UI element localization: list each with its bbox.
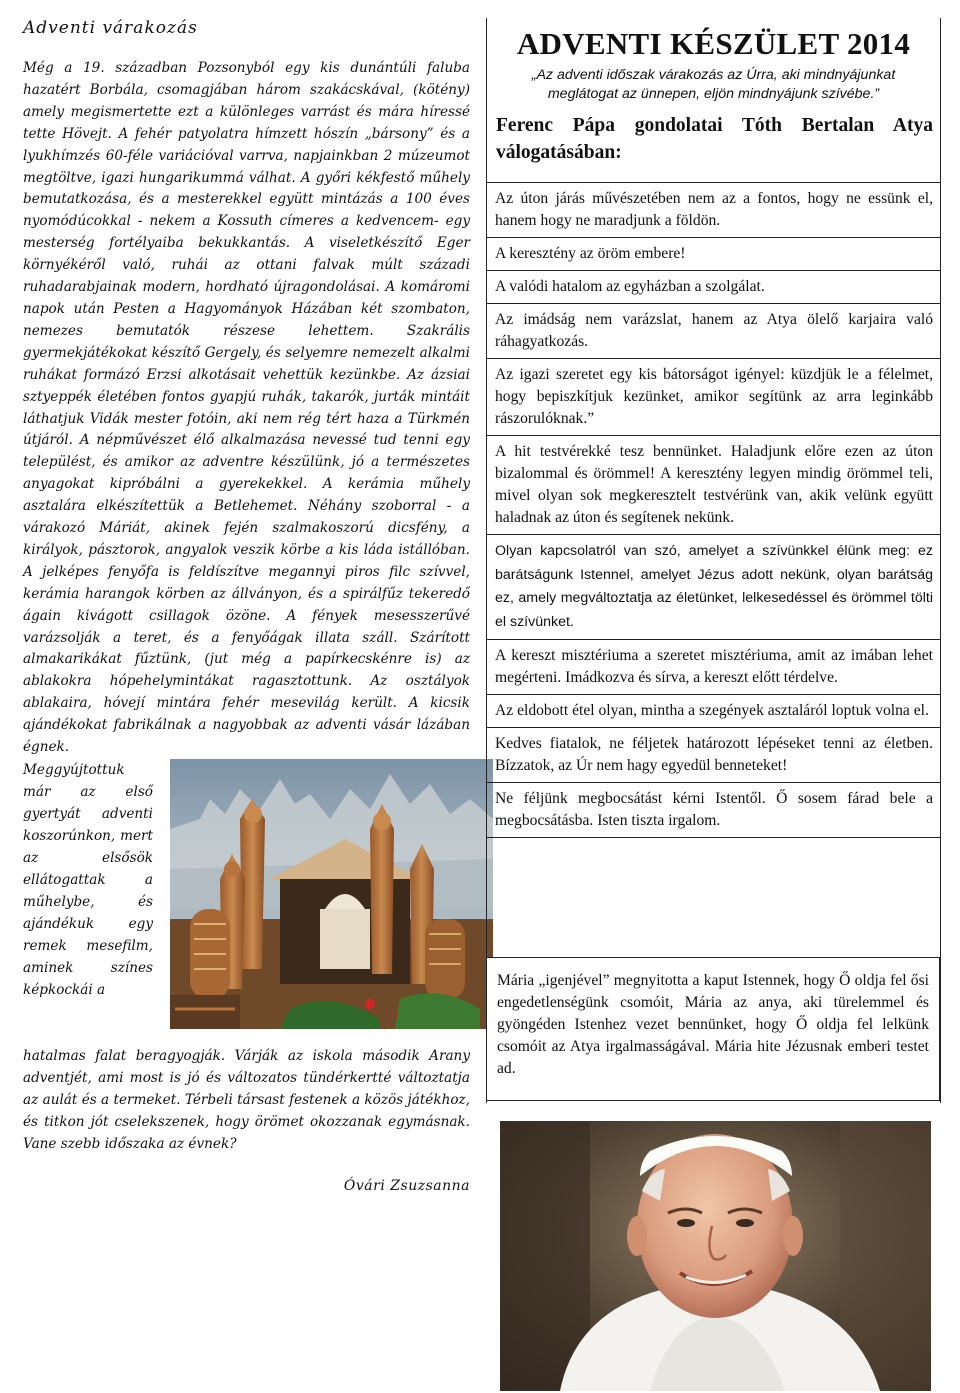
quote-item: Az úton járás művészetében nem az a fontos, hogy ne essünk el, hanem hogy ne maradjunk a földön.: [486, 182, 941, 237]
final-quote-box: [486, 957, 940, 1101]
nativity-photo: [170, 759, 493, 1029]
quote-item: A kereszt misztériuma a szeretet misztériuma, amit az imában lehet megérteni. Imádkozva és sírva, a kereszt előtt térdelve.: [486, 639, 941, 694]
quote-item: Az igazi szeretet egy kis bátorságot igényel: küzdjük le a félelmet, hogy bepiszkítjuk kezünket, amikor segítünk az arra leginkább rászorulóknak.”: [486, 358, 941, 435]
quote-item: A hit testvérekké tesz bennünket. Haladjunk előre ezen az úton bizalommal és örömmel! A keresztény legyen mindig örömmel teli, mivel olyan sok megkeresztelt testvérünk van, akik velünk együtt haladnak az úton és segítenek nekünk.: [486, 435, 941, 534]
left-column: [20, 18, 470, 1383]
quote-item: Ne féljünk megbocsátást kérni Istentől. Ő sosem fárad bele a megbocsátásba. Isten tiszta irgalom.: [486, 782, 941, 838]
article-title: Adventi várakozás: [23, 18, 198, 38]
final-quote: Mária „igenjével” megnyitotta a kaput Istennek, hogy Ő oldja fel ősi engedetlenségünk csomóit, Mária az anya, aki türelemmel és gyöngéden Istenhez vezet bennünket, hogy Ő oldja fel lelkünk csomóit az Atya irgalmasságával. Mária hite Jézusnak emberi testet ad.: [497, 972, 929, 1077]
byline: Ferenc Pápa gondolatai Tóth Bertalan Atya válogatásában:: [496, 115, 933, 163]
article-continuation: hatalmas falat beragyogják. Várják az iskola második Arany adventjét, ami most is jó és változatos tündérkertté változtatja az aulát és a termeket. Térbeli társast festenek a közös játékhoz, és titkon jót cselekszenek, hogy örömet okozzanak egymásnak. Vane szebb időszaka az évnek?: [23, 1048, 470, 1152]
quote-item: A keresztény az öröm embere!: [486, 237, 941, 270]
quote-item: Kedves fiatalok, ne féljetek határozott lépéseket tenni az életben. Bízzatok, az Úr nem hagy egyedül benneteket!: [486, 727, 941, 782]
subtitle-quote: „Az adventi időszak várakozás az Úrra, aki mindnyájunkat meglátogat az ünnepen, eljön mindnyájunk szívébe.”: [531, 67, 896, 102]
main-title: ADVENTI KÉSZÜLET 2014: [516, 26, 911, 61]
pope-francis-photo: [500, 1121, 931, 1391]
article-body: Még a 19. században Pozsonyból egy kis dunántúli faluba hazatért Borbála, csomagjában három szakácskával, (kötény) amely megismertette ezt a különleges varrást és mára híressé tette Hövejt. A fehér patyolatra hímzett hószín „bársony” és a lyukhímzés 60-féle variációval varrva, napjainkban 2 múzeumot megtöltve, igazi hungarikummá válhat. A győri kékfestő műhely bemutatkozása, és a mesterekkel együtt mintázás a 100 éves nyomódúcokkal - nekem a Kossuth címeres a kedvencem- egy mesterség fortélyaiba bekukkantás. A viseletkészítő Eger környékéről való, ruhái az ottani falvak múlt századi ruhadarabjainak modern, hordható újragondolásai. A komáromi napok után Pesten a Hagyományok Házában két szombaton, nemezes bemutatók részese lehettem. Szakrális gyermekjátékokat készítő Gergely, és selyemre nemezelt alkalmi ruhákat formázó Erzsi alkotásait vehettük kezünkbe. Az ázsiai sztyeppék életében fontos gyapjú ruhák, takarók, jurták mintáit láthatjuk Vidák mester fotóin, aki nem rég tért haza a Türkmén útjáról. A népművészet élő alkalmazása nevessé tud tenni egy települést, és amikor az adventre készülünk, jó a természetes anyagokat kipróbálni a gyerekekkel. A kerámia műhely asztalára elkészítettük a Betlehemet. Néhány szoborral - a várakozó Máriát, akinek fején szalmakoszorú dicsfény, a királyok, pásztorok, angyalok veszik körbe a kis láda istállóban. A jelképes fenyőfa is feldíszítve megannyi piros filc szívvel, kerámia harangok körben az állványon, és a spirálfűz tekeredő ágain kivágott csillagok özöne. A fények mesesszerűvé varázsolják a teret, és a fenyőágak illata száll. Szárított almakarikákat fűztünk, (jut még a papírkecskénre is) az ablakokra hópehelymintákat ragasztottunk. Az osztályok ablakaira, hóvejí mintára fehér mesevilág került. A kicsik ajándékokat fabrikálnak a nagyobbak az adventi vásár lázában égnek.: [23, 60, 470, 756]
quote-list: [486, 182, 941, 838]
image-wrap-block: [20, 759, 470, 1048]
quote-item: A valódi hatalom az egyházban a szolgálat.: [486, 270, 941, 303]
right-column: [486, 18, 941, 838]
article-wrap-text: Meggyújtottuk már az első gyertyát adventi koszorúnkon, mert az elsősök ellátogattak a műhelybe, és ajándékuk egy remek mesefilm, aminek színes képkockái a: [23, 762, 153, 998]
article-signature: Óvári Zsuzsanna: [343, 1177, 470, 1194]
quote-item: Az eldobott étel olyan, mintha a szegények asztaláról loptuk volna el.: [486, 694, 941, 727]
quote-item: Az imádság nem varázslat, hanem az Atya ölelő karjaira való ráhagyatkozás.: [486, 303, 941, 358]
quote-item: Olyan kapcsolatról van szó, amelyet a szívünkkel élünk meg: ez barátságunk Istennel, amelyet Jézus adott nekünk, olyan barátság ez, amely megváltoztatja az életünket, lelkesedéssel és örömmel tölti el szívünket.: [486, 534, 941, 639]
